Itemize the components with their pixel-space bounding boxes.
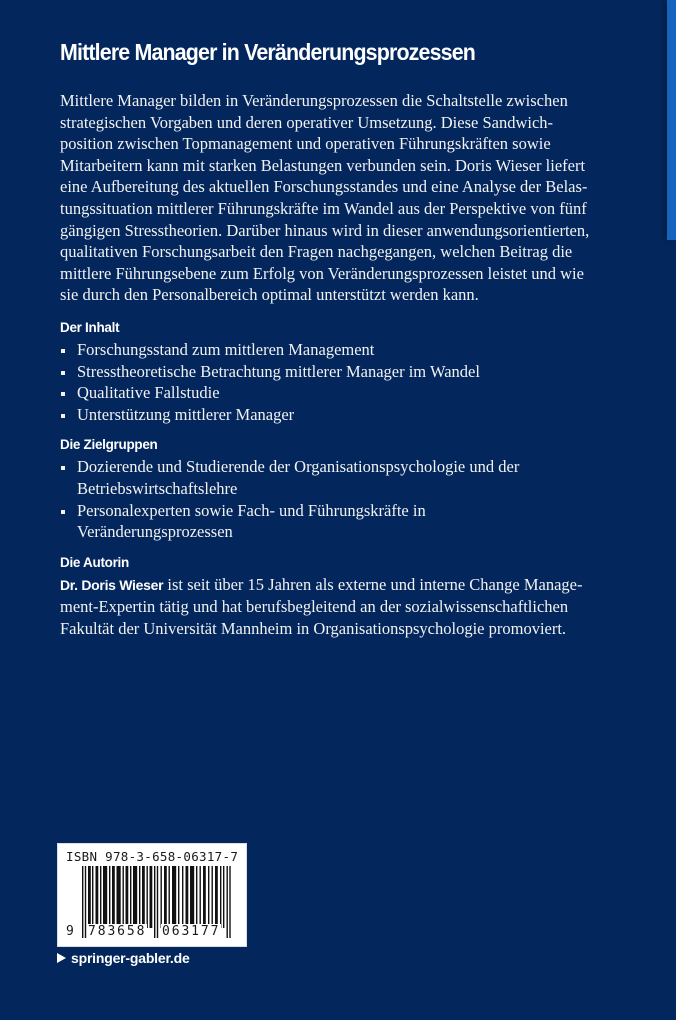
bullet-icon (61, 466, 65, 470)
section-heading-autorin: Die Autorin (60, 554, 129, 570)
intro-line: eine Aufbereitung des aktuellen Forschungsstandes und eine Analyse der Belas- (60, 177, 588, 197)
list-item (60, 339, 620, 361)
barcode-digit-group-left: 783658 (88, 924, 147, 939)
author-bio (60, 574, 620, 640)
author-bio-text: ist seit über 15 Jahren als externe und interne Change Manage- (163, 574, 583, 594)
author-bio-line: Fakultät der Universität Mannheim in Organisationspsychologie promoviert. (60, 618, 567, 638)
list-item-text: Forschungsstand zum mittleren Management (77, 339, 375, 359)
intro-line: mittlere Führungsebene zum Erfolg von Veränderungsprozessen leistet und wie (60, 263, 584, 283)
list-item (60, 361, 620, 383)
intro-line: strategischen Vorgaben und deren operativer Umsetzung. Diese Sandwich- (60, 112, 554, 132)
intro-line: sie durch den Personalbereich optimal unterstützt werden kann. (60, 285, 479, 305)
list-item-text: Qualitative Fallstudie (77, 383, 220, 403)
book-title: Mittlere Manager in Veränderungsprozessen (60, 39, 476, 65)
intro-line: tungssituation mittlerer Führungskräfte im Wandel aus der Perspektive von fünf (60, 198, 587, 218)
cover-content (60, 38, 620, 639)
publisher-link[interactable] (57, 950, 190, 966)
list-item (60, 456, 620, 499)
section-heading-zielgruppen: Die Zielgruppen (60, 437, 158, 453)
publisher-link-text: springer-gabler.de (71, 950, 190, 966)
author-name: Dr. Doris Wieser (60, 576, 164, 593)
list-item (60, 500, 620, 543)
section-heading-inhalt: Der Inhalt (60, 319, 120, 335)
isbn-label: ISBN 978-3-658-06317-7 (66, 849, 239, 864)
list-item (60, 404, 620, 426)
list-item-text: Personalexperten sowie Fach- und Führungskräfte in (77, 500, 426, 520)
intro-line: Mitarbeitern kann mit starken Belastungen verbunden sein. Doris Wieser liefert (60, 155, 586, 175)
zielgruppen-list (60, 456, 620, 542)
inhalt-list (60, 339, 620, 425)
bullet-icon (61, 392, 65, 396)
bullet-icon (61, 349, 65, 353)
play-arrow-icon (57, 953, 66, 963)
intro-paragraph (60, 90, 620, 306)
isbn-barcode (57, 843, 247, 947)
barcode-digit-group-right: 063177 (162, 924, 221, 939)
intro-line: position zwischen Topmanagement und operativen Führungskräften sowie (60, 134, 551, 154)
author-bio-line (60, 574, 620, 597)
bullet-icon (61, 510, 65, 514)
barcode-first-digit: 9 (66, 924, 74, 939)
spine-edge-stripe (667, 0, 676, 240)
list-item-text: Stresstheoretische Betrachtung mittlerer Manager im Wandel (77, 361, 480, 381)
list-item-text: Unterstützung mittlerer Manager (77, 404, 295, 424)
list-item (60, 382, 620, 404)
author-bio-line: ment-Expertin tätig und hat berufsbegleitend an der sozialwissenschaftlichen (60, 597, 569, 617)
bullet-icon (61, 371, 65, 375)
list-item-text: Dozierende und Studierende der Organisationspsychologie und der (77, 457, 520, 477)
intro-line: gängigen Stresstheorien. Darüber hinaus wird in dieser anwendungsorientierten, (60, 220, 590, 240)
list-item-text: Veränderungsprozessen (77, 522, 233, 542)
bullet-icon (61, 414, 65, 418)
barcode-bars-icon (82, 866, 232, 938)
list-item-text: Betriebswirtschaftslehre (77, 478, 238, 498)
intro-line: qualitativen Forschungsarbeit den Fragen nachgegangen, welchen Beitrag die (60, 242, 573, 262)
intro-line: Mittlere Manager bilden in Veränderungsprozessen die Schaltstelle zwischen (60, 91, 568, 110)
